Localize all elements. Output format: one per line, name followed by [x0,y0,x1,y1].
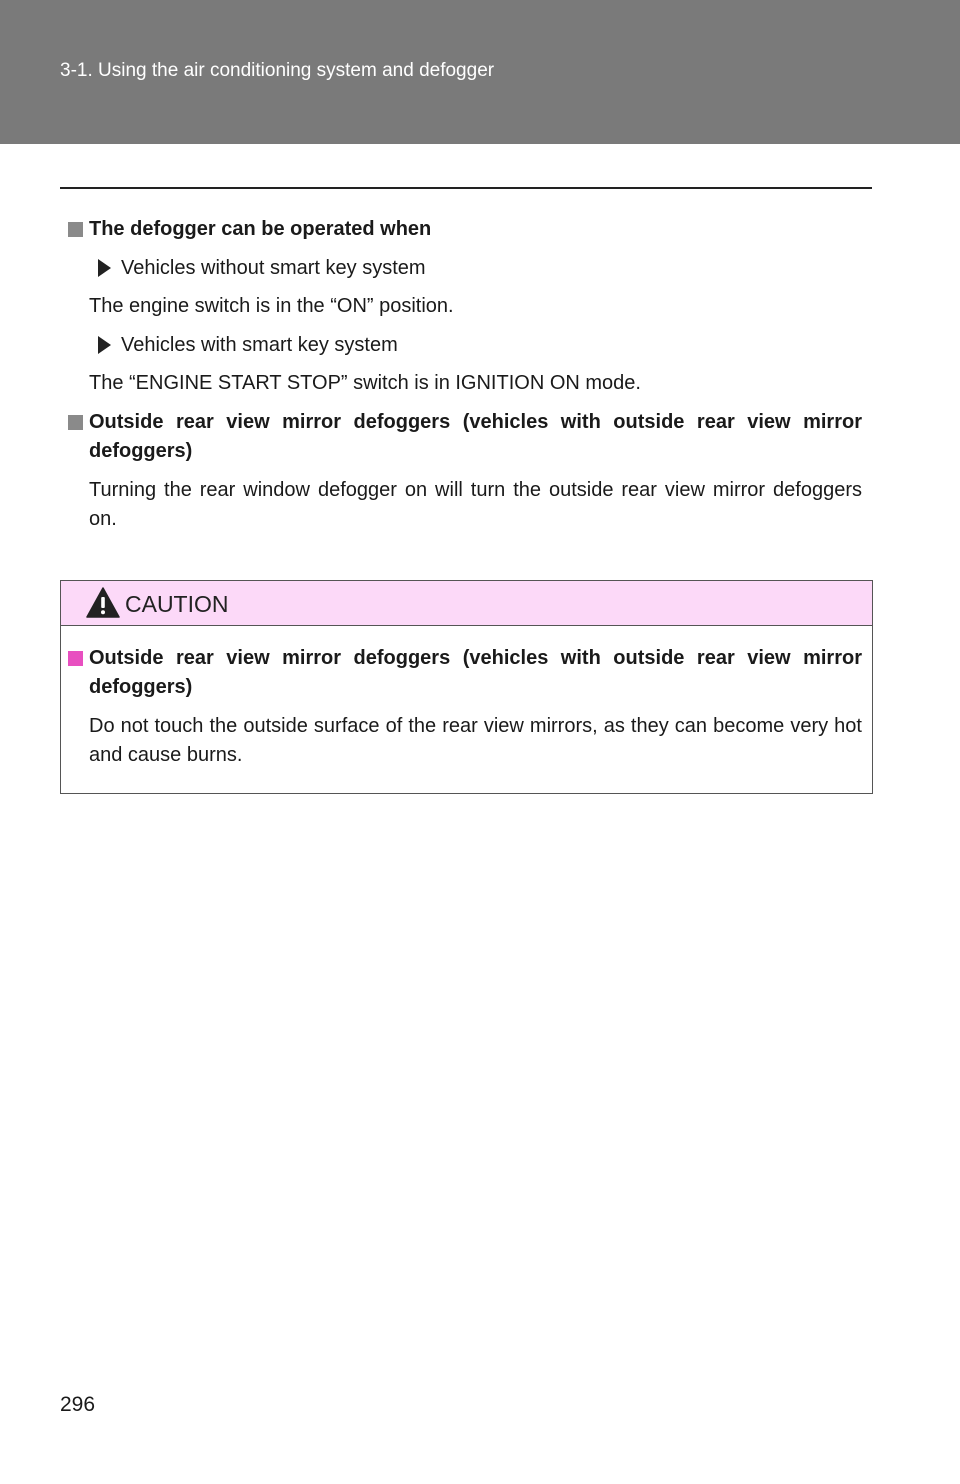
option2-text: The “ENGINE START STOP” switch is in IGNITION ON mode. [89,372,641,394]
top-rule [60,187,872,189]
triangle-right-icon [98,336,111,354]
section2-heading: Outside rear view mirror defoggers (vehicles with outside rear view mirror defoggers) [68,408,862,466]
caution-text: Do not touch the outside surface of the rear view mirrors, as they can become very hot and cause burns. [89,715,862,766]
section-title: 3-1. Using the air conditioning system and defogger [60,60,495,81]
warning-icon [86,587,120,618]
option1-text: The engine switch is in the “ON” position. [89,295,454,317]
caution-header [61,581,872,626]
option1-label: Vehicles without smart key system [98,254,426,283]
square-bullet-icon [68,222,83,237]
square-bullet-icon [68,651,83,666]
section1-heading: The defogger can be operated when [68,215,862,244]
caution-heading: Outside rear view mirror defoggers (vehicles with outside rear view mirror defoggers) [68,644,862,702]
triangle-right-icon [98,259,111,277]
caution-title: CAUTION [125,591,229,617]
section2-text: Turning the rear window defogger on will turn the outside rear view mirror defoggers on. [89,479,862,530]
page-number: 296 [60,1393,96,1416]
option2-label: Vehicles with smart key system [98,331,398,360]
header-band [0,0,960,144]
square-bullet-icon [68,415,83,430]
caution-box [60,580,873,794]
